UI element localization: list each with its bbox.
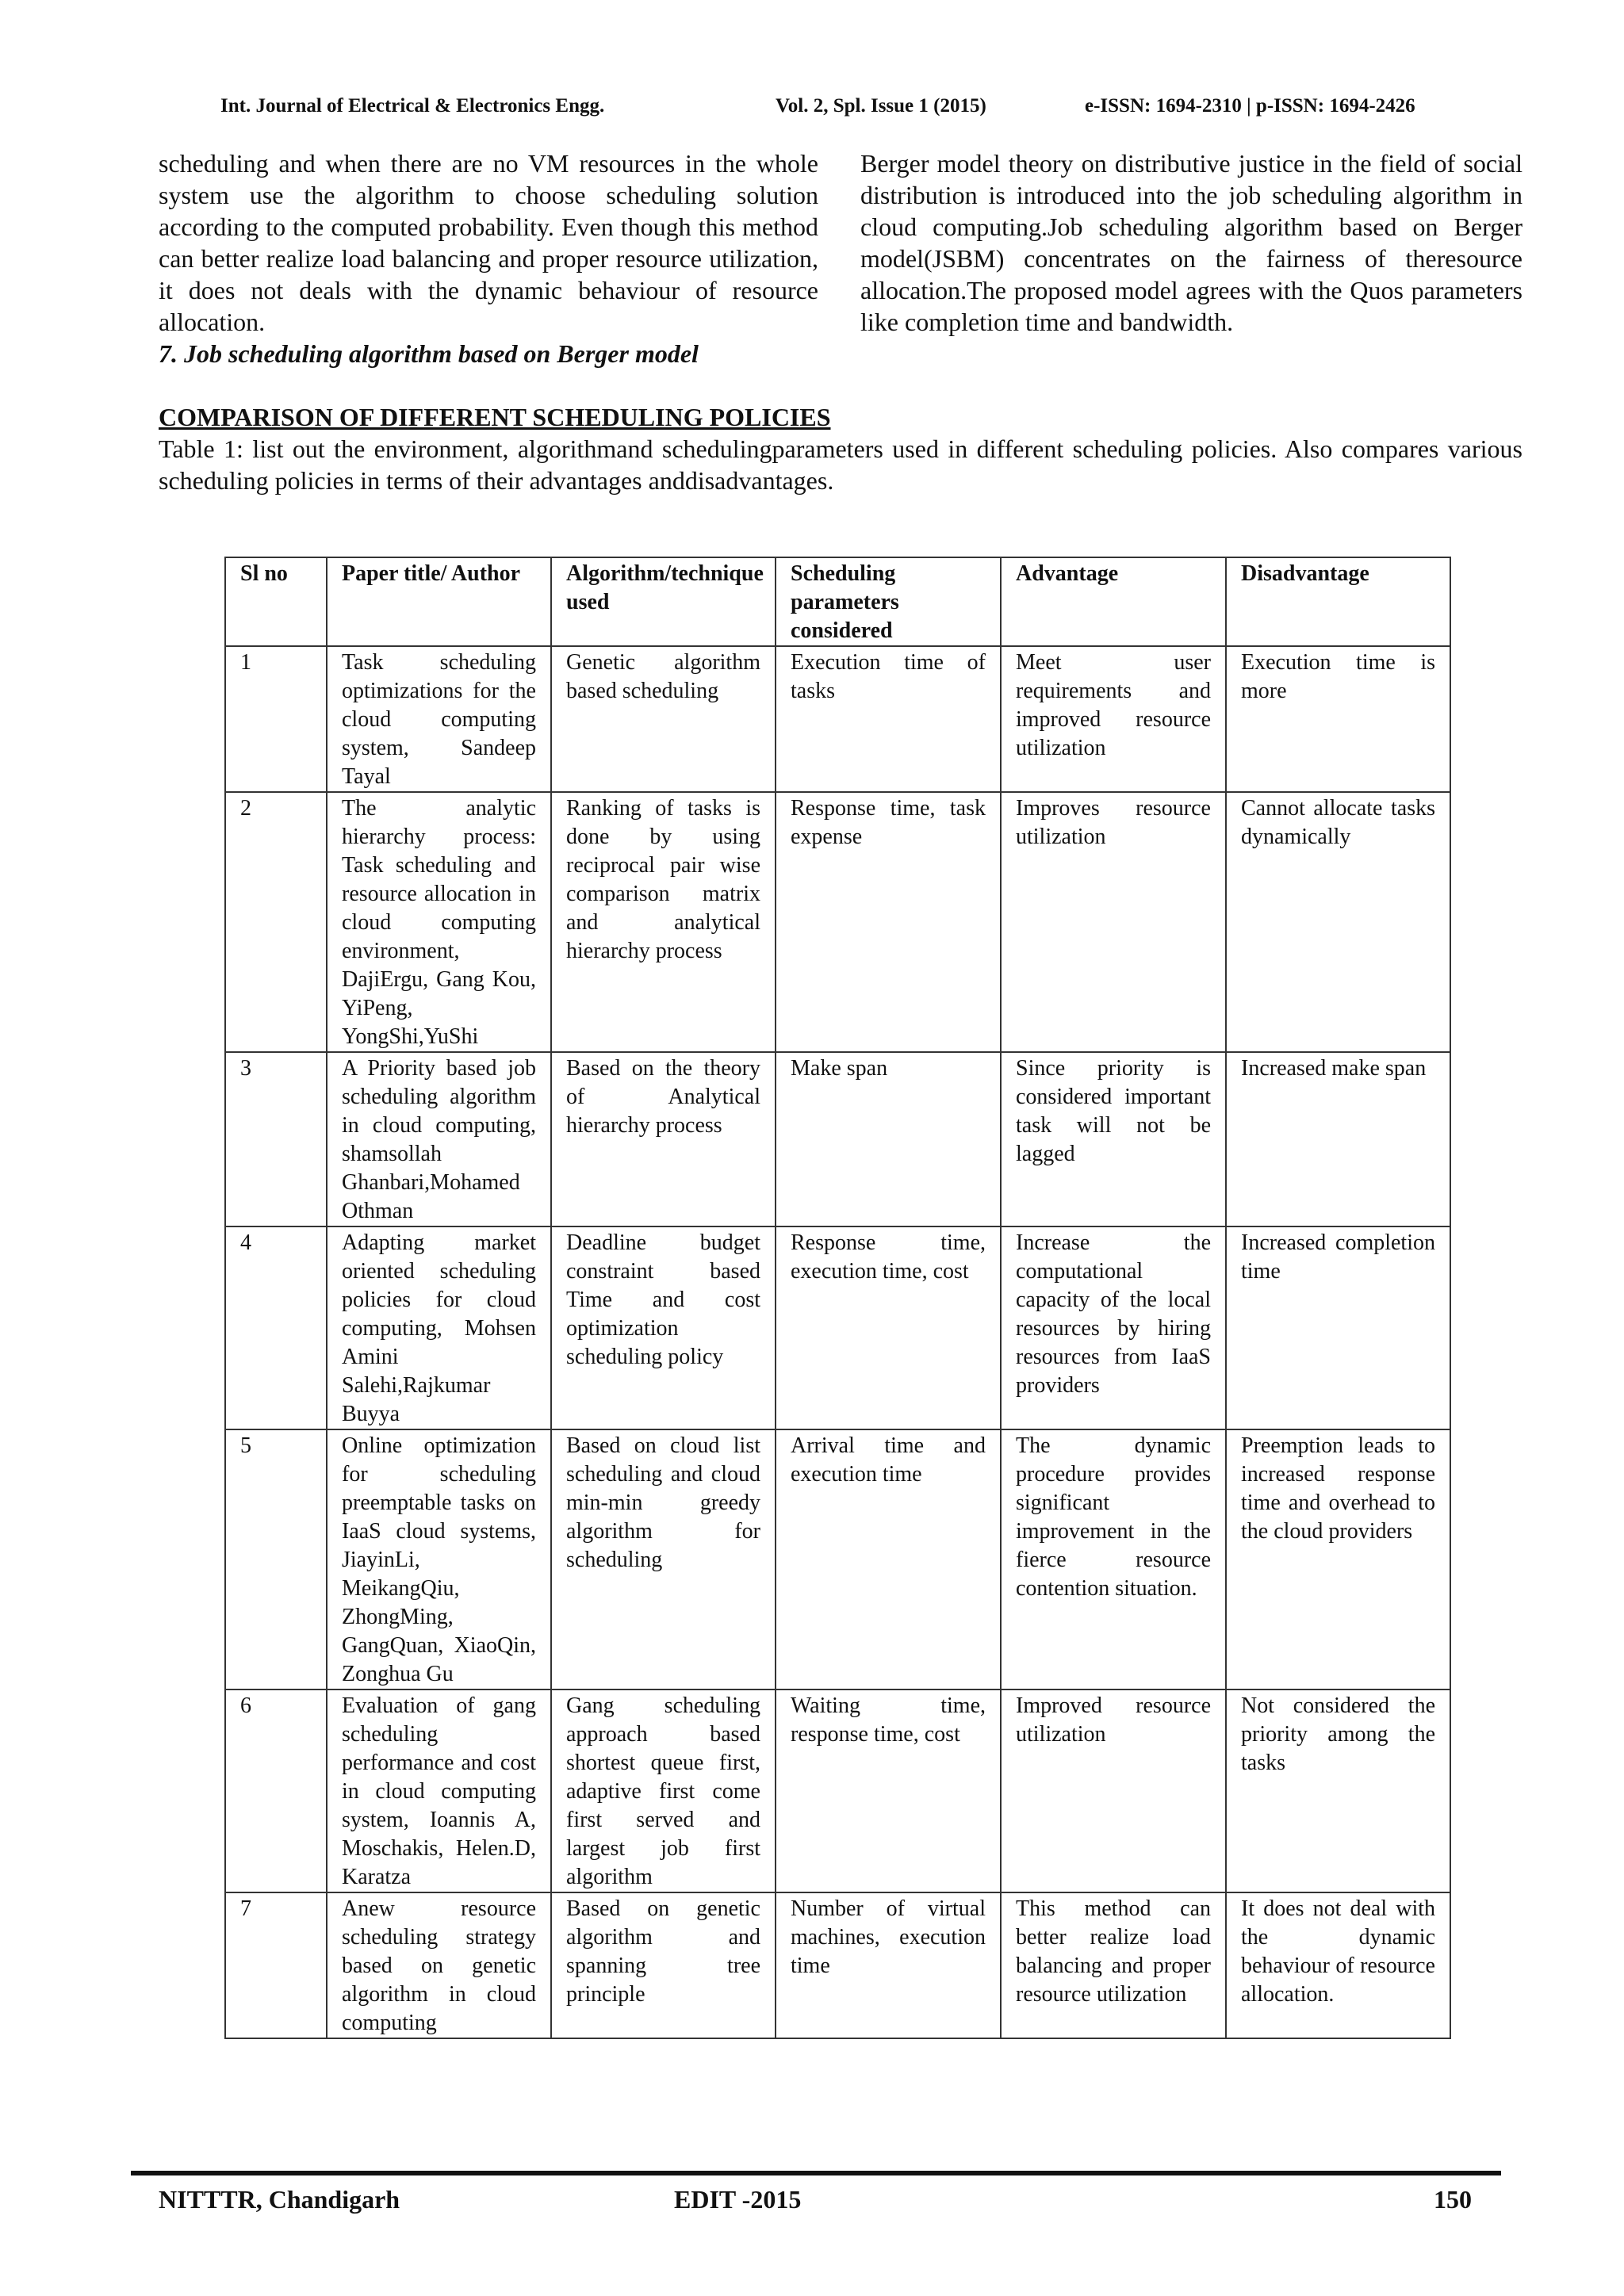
journal-name: Int. Journal of Electrical & Electronics Engg. xyxy=(220,95,605,117)
cell-paper-title: Adapting market oriented scheduling policies for cloud computing, Mohsen Amini Salehi,Rajkumar Buyya xyxy=(327,1226,551,1429)
cell-disadvantage: Increased completion time xyxy=(1226,1226,1450,1429)
right-column xyxy=(860,147,1522,338)
cell-parameters: Number of virtual machines, execution time xyxy=(776,1892,1001,2038)
footer-divider xyxy=(131,2171,1501,2175)
cell-disadvantage: Cannot allocate tasks dynamically xyxy=(1226,792,1450,1052)
page-footer xyxy=(0,2185,1624,2217)
page-number: 150 xyxy=(1434,2185,1472,2214)
table-row xyxy=(225,646,1450,792)
cell-parameters: Execution time of tasks xyxy=(776,646,1001,792)
cell-algorithm: Based on the theory of Analytical hierarchy process xyxy=(551,1052,776,1226)
cell-parameters: Response time, task expense xyxy=(776,792,1001,1052)
cell-algorithm: Based on cloud list scheduling and cloud min-min greedy algorithm for scheduling xyxy=(551,1429,776,1689)
cell-algorithm: Gang scheduling approach based shortest queue first, adaptive first come first served and largest job first algorithm xyxy=(551,1689,776,1892)
cell-sl-no: 7 xyxy=(225,1892,327,2038)
cell-parameters: Arrival time and execution time xyxy=(776,1429,1001,1689)
header-sl-no: Sl no xyxy=(225,557,327,646)
left-column xyxy=(159,147,818,369)
comparison-table xyxy=(224,557,1451,2039)
cell-paper-title: Task scheduling optimizations for the cloud computing system, Sandeep Tayal xyxy=(327,646,551,792)
cell-advantage: Since priority is considered important task will not be lagged xyxy=(1001,1052,1226,1226)
footer-institution: NITTTR, Chandigarh xyxy=(159,2185,400,2214)
left-paragraph: scheduling and when there are no VM resources in the whole system use the algorithm to choose scheduling solution according to the computed probability. Even though this method can better realize load balancing and proper resource utilization, it does not deals with the dynamic behaviour of resource allocation. xyxy=(159,149,818,336)
cell-sl-no: 6 xyxy=(225,1689,327,1892)
cell-algorithm: Deadline budget constraint based Time and cost optimization scheduling policy xyxy=(551,1226,776,1429)
cell-advantage: Increase the computational capacity of the local resources by hiring resources from IaaS providers xyxy=(1001,1226,1226,1429)
header-algorithm: Algorithm/technique used xyxy=(551,557,776,646)
table-row xyxy=(225,1892,1450,2038)
header-advantage: Advantage xyxy=(1001,557,1226,646)
cell-algorithm: Ranking of tasks is done by using reciprocal pair wise comparison matrix and analytical hierarchy process xyxy=(551,792,776,1052)
header-disadvantage: Disadvantage xyxy=(1226,557,1450,646)
cell-paper-title: The analytic hierarchy process: Task scheduling and resource allocation in cloud computing environment, DajiErgu, Gang Kou, YiPeng, YongShi,YuShi xyxy=(327,792,551,1052)
cell-advantage: Improved resource utilization xyxy=(1001,1689,1226,1892)
table-header-row xyxy=(225,557,1450,646)
running-header xyxy=(0,95,1624,127)
cell-advantage: This method can better realize load balancing and proper resource utilization xyxy=(1001,1892,1226,2038)
cell-disadvantage: Increased make span xyxy=(1226,1052,1450,1226)
table-row xyxy=(225,1226,1450,1429)
cell-sl-no: 5 xyxy=(225,1429,327,1689)
cell-paper-title: Evaluation of gang scheduling performance and cost in cloud computing system, Ioannis A, Moschakis, Helen.D, Karatza xyxy=(327,1689,551,1892)
table-row xyxy=(225,1052,1450,1226)
cell-disadvantage: Preemption leads to increased response time and overhead to the cloud providers xyxy=(1226,1429,1450,1689)
cell-paper-title: A Priority based job scheduling algorithm in cloud computing, shamsollah Ghanbari,Mohamed Othman xyxy=(327,1052,551,1226)
cell-algorithm: Based on genetic algorithm and spanning tree principle xyxy=(551,1892,776,2038)
cell-disadvantage: Execution time is more xyxy=(1226,646,1450,792)
cell-sl-no: 1 xyxy=(225,646,327,792)
cell-advantage: The dynamic procedure provides significant improvement in the fierce resource contention situation. xyxy=(1001,1429,1226,1689)
subheading: 7. Job scheduling algorithm based on Berger model xyxy=(159,339,699,368)
issn-info: e-ISSN: 1694-2310 | p-ISSN: 1694-2426 xyxy=(1085,95,1415,117)
cell-sl-no: 2 xyxy=(225,792,327,1052)
footer-event: EDIT -2015 xyxy=(674,2185,802,2214)
table-row xyxy=(225,792,1450,1052)
cell-disadvantage: It does not deal with the dynamic behaviour of resource allocation. xyxy=(1226,1892,1450,2038)
cell-paper-title: Online optimization for scheduling preemptable tasks on IaaS cloud systems, JiayinLi, MeikangQiu, ZhongMing, GangQuan, XiaoQin, Zonghua Gu xyxy=(327,1429,551,1689)
cell-parameters: Waiting time, response time, cost xyxy=(776,1689,1001,1892)
table-row xyxy=(225,1429,1450,1689)
section-intro: Table 1: list out the environment, algorithmand schedulingparameters used in different scheduling policies. Also compares various scheduling policies in terms of their advantages anddisadvantages. xyxy=(159,434,1522,495)
table-row xyxy=(225,1689,1450,1892)
cell-parameters: Response time, execution time, cost xyxy=(776,1226,1001,1429)
header-parameters: Scheduling parameters considered xyxy=(776,557,1001,646)
cell-sl-no: 4 xyxy=(225,1226,327,1429)
cell-paper-title: Anew resource scheduling strategy based on genetic algorithm in cloud computing xyxy=(327,1892,551,2038)
cell-parameters: Make span xyxy=(776,1052,1001,1226)
cell-advantage: Improves resource utilization xyxy=(1001,792,1226,1052)
volume-info: Vol. 2, Spl. Issue 1 (2015) xyxy=(776,95,986,117)
cell-disadvantage: Not considered the priority among the tasks xyxy=(1226,1689,1450,1892)
section-title: COMPARISON OF DIFFERENT SCHEDULING POLICIES xyxy=(159,403,831,431)
right-paragraph: Berger model theory on distributive justice in the field of social distribution is introduced into the job scheduling algorithm in cloud computing.Job scheduling algorithm based on Berger model(JSBM) concentrates on the fairness of theresource allocation.The proposed model agrees with the Quos parameters like completion time and bandwidth. xyxy=(860,149,1522,336)
cell-algorithm: Genetic algorithm based scheduling xyxy=(551,646,776,792)
cell-advantage: Meet user requirements and improved resource utilization xyxy=(1001,646,1226,792)
cell-sl-no: 3 xyxy=(225,1052,327,1226)
header-paper-title: Paper title/ Author xyxy=(327,557,551,646)
